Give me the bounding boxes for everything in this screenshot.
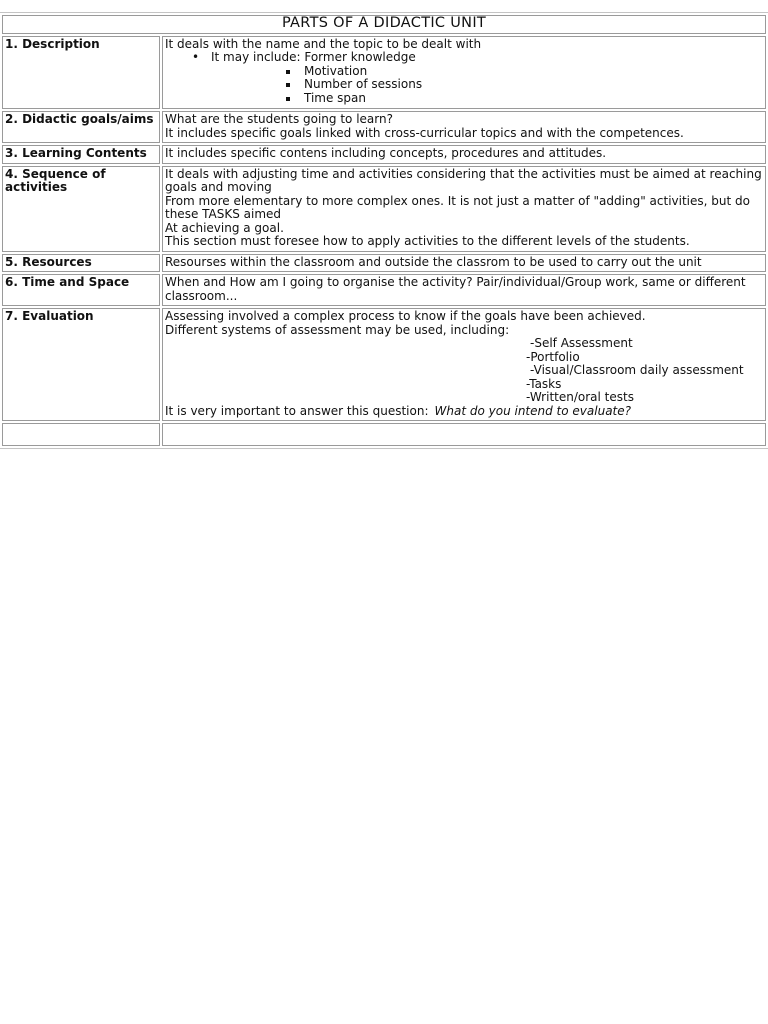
empty-content-cell <box>162 423 766 446</box>
table-row <box>2 36 766 110</box>
row-content-contents <box>162 145 766 164</box>
sequence-text: At achieving a goal. <box>165 220 284 235</box>
table-row <box>2 254 766 273</box>
document-page <box>0 12 768 449</box>
description-text: It deals with the name and the topic to be dealt with <box>165 36 482 51</box>
list-item: -Written/oral tests <box>526 390 634 404</box>
row-label-goals: 2. Didactic goals/aims <box>2 111 160 143</box>
table-row <box>2 145 766 164</box>
list-item: -Visual/Classroom daily assessment <box>530 363 744 377</box>
evaluation-question-line <box>165 405 763 419</box>
row-content-goals <box>162 111 766 143</box>
evaluation-question: What do you intend to evaluate? <box>434 403 632 418</box>
sequence-text: It deals with adjusting time and activities considering that the activities must be aimed at reaching goals and moving <box>165 166 762 194</box>
table-row <box>2 274 766 306</box>
row-label-time-space: 6. Time and Space <box>2 274 160 306</box>
table-row <box>2 166 766 252</box>
description-bullet-list <box>165 51 763 65</box>
list-item: • It may include: Former knowledge <box>211 51 763 65</box>
row-content-evaluation <box>162 308 766 421</box>
didactic-unit-table <box>0 12 768 449</box>
row-label-evaluation: 7. Evaluation <box>2 308 160 421</box>
evaluation-text: Assessing involved a complex process to know if the goals have been achieved. <box>165 309 646 323</box>
row-content-resources <box>162 254 766 273</box>
list-item: Time span <box>304 92 763 106</box>
goals-text: What are the students going to learn? <box>165 112 393 126</box>
table-title: PARTS OF A DIDACTIC UNIT <box>2 15 766 34</box>
sequence-text: This section must foresee how to apply activities to the different levels of the students. <box>165 234 690 248</box>
evaluation-text: Different systems of assessment may be used, including: <box>165 322 510 337</box>
table-row-empty <box>2 423 766 446</box>
row-content-description <box>162 36 766 110</box>
title-row <box>2 15 766 34</box>
row-label-description: 1. Description <box>2 36 160 110</box>
row-content-time-space <box>162 274 766 306</box>
row-label-sequence: 4. Sequence of activities <box>2 166 160 252</box>
resources-text: Resourses within the classroom and outside the classrom to be used to carry out the unit <box>165 254 702 269</box>
row-label-resources: 5. Resources <box>2 254 160 273</box>
sequence-text: From more elementary to more complex ones. It is not just a matter of "adding" activities, but do these TASKS aimed <box>165 193 750 221</box>
row-label-contents: 3. Learning Contents <box>2 145 160 164</box>
assessment-list <box>165 337 763 405</box>
table-row <box>2 111 766 143</box>
empty-label-cell <box>2 423 160 446</box>
contents-text: It includes specific contens including concepts, procedures and attitudes. <box>165 146 607 160</box>
goals-text: It includes specific goals linked with cross-curricular topics and with the competences. <box>165 125 684 140</box>
row-content-sequence <box>162 166 766 252</box>
evaluation-question-prefix: It is very important to answer this question: <box>165 403 429 418</box>
time-space-text: When and How am I going to organise the activity? Pair/individual/Group work, same or different classroom... <box>165 275 746 303</box>
list-item: -Self Assessment <box>530 336 633 350</box>
list-item: -Portfolio <box>526 349 580 364</box>
list-item: Motivation <box>304 65 763 79</box>
list-item: -Tasks <box>526 376 562 391</box>
description-sub-list <box>165 65 763 106</box>
table-row <box>2 308 766 421</box>
list-item: Number of sessions <box>304 78 763 92</box>
